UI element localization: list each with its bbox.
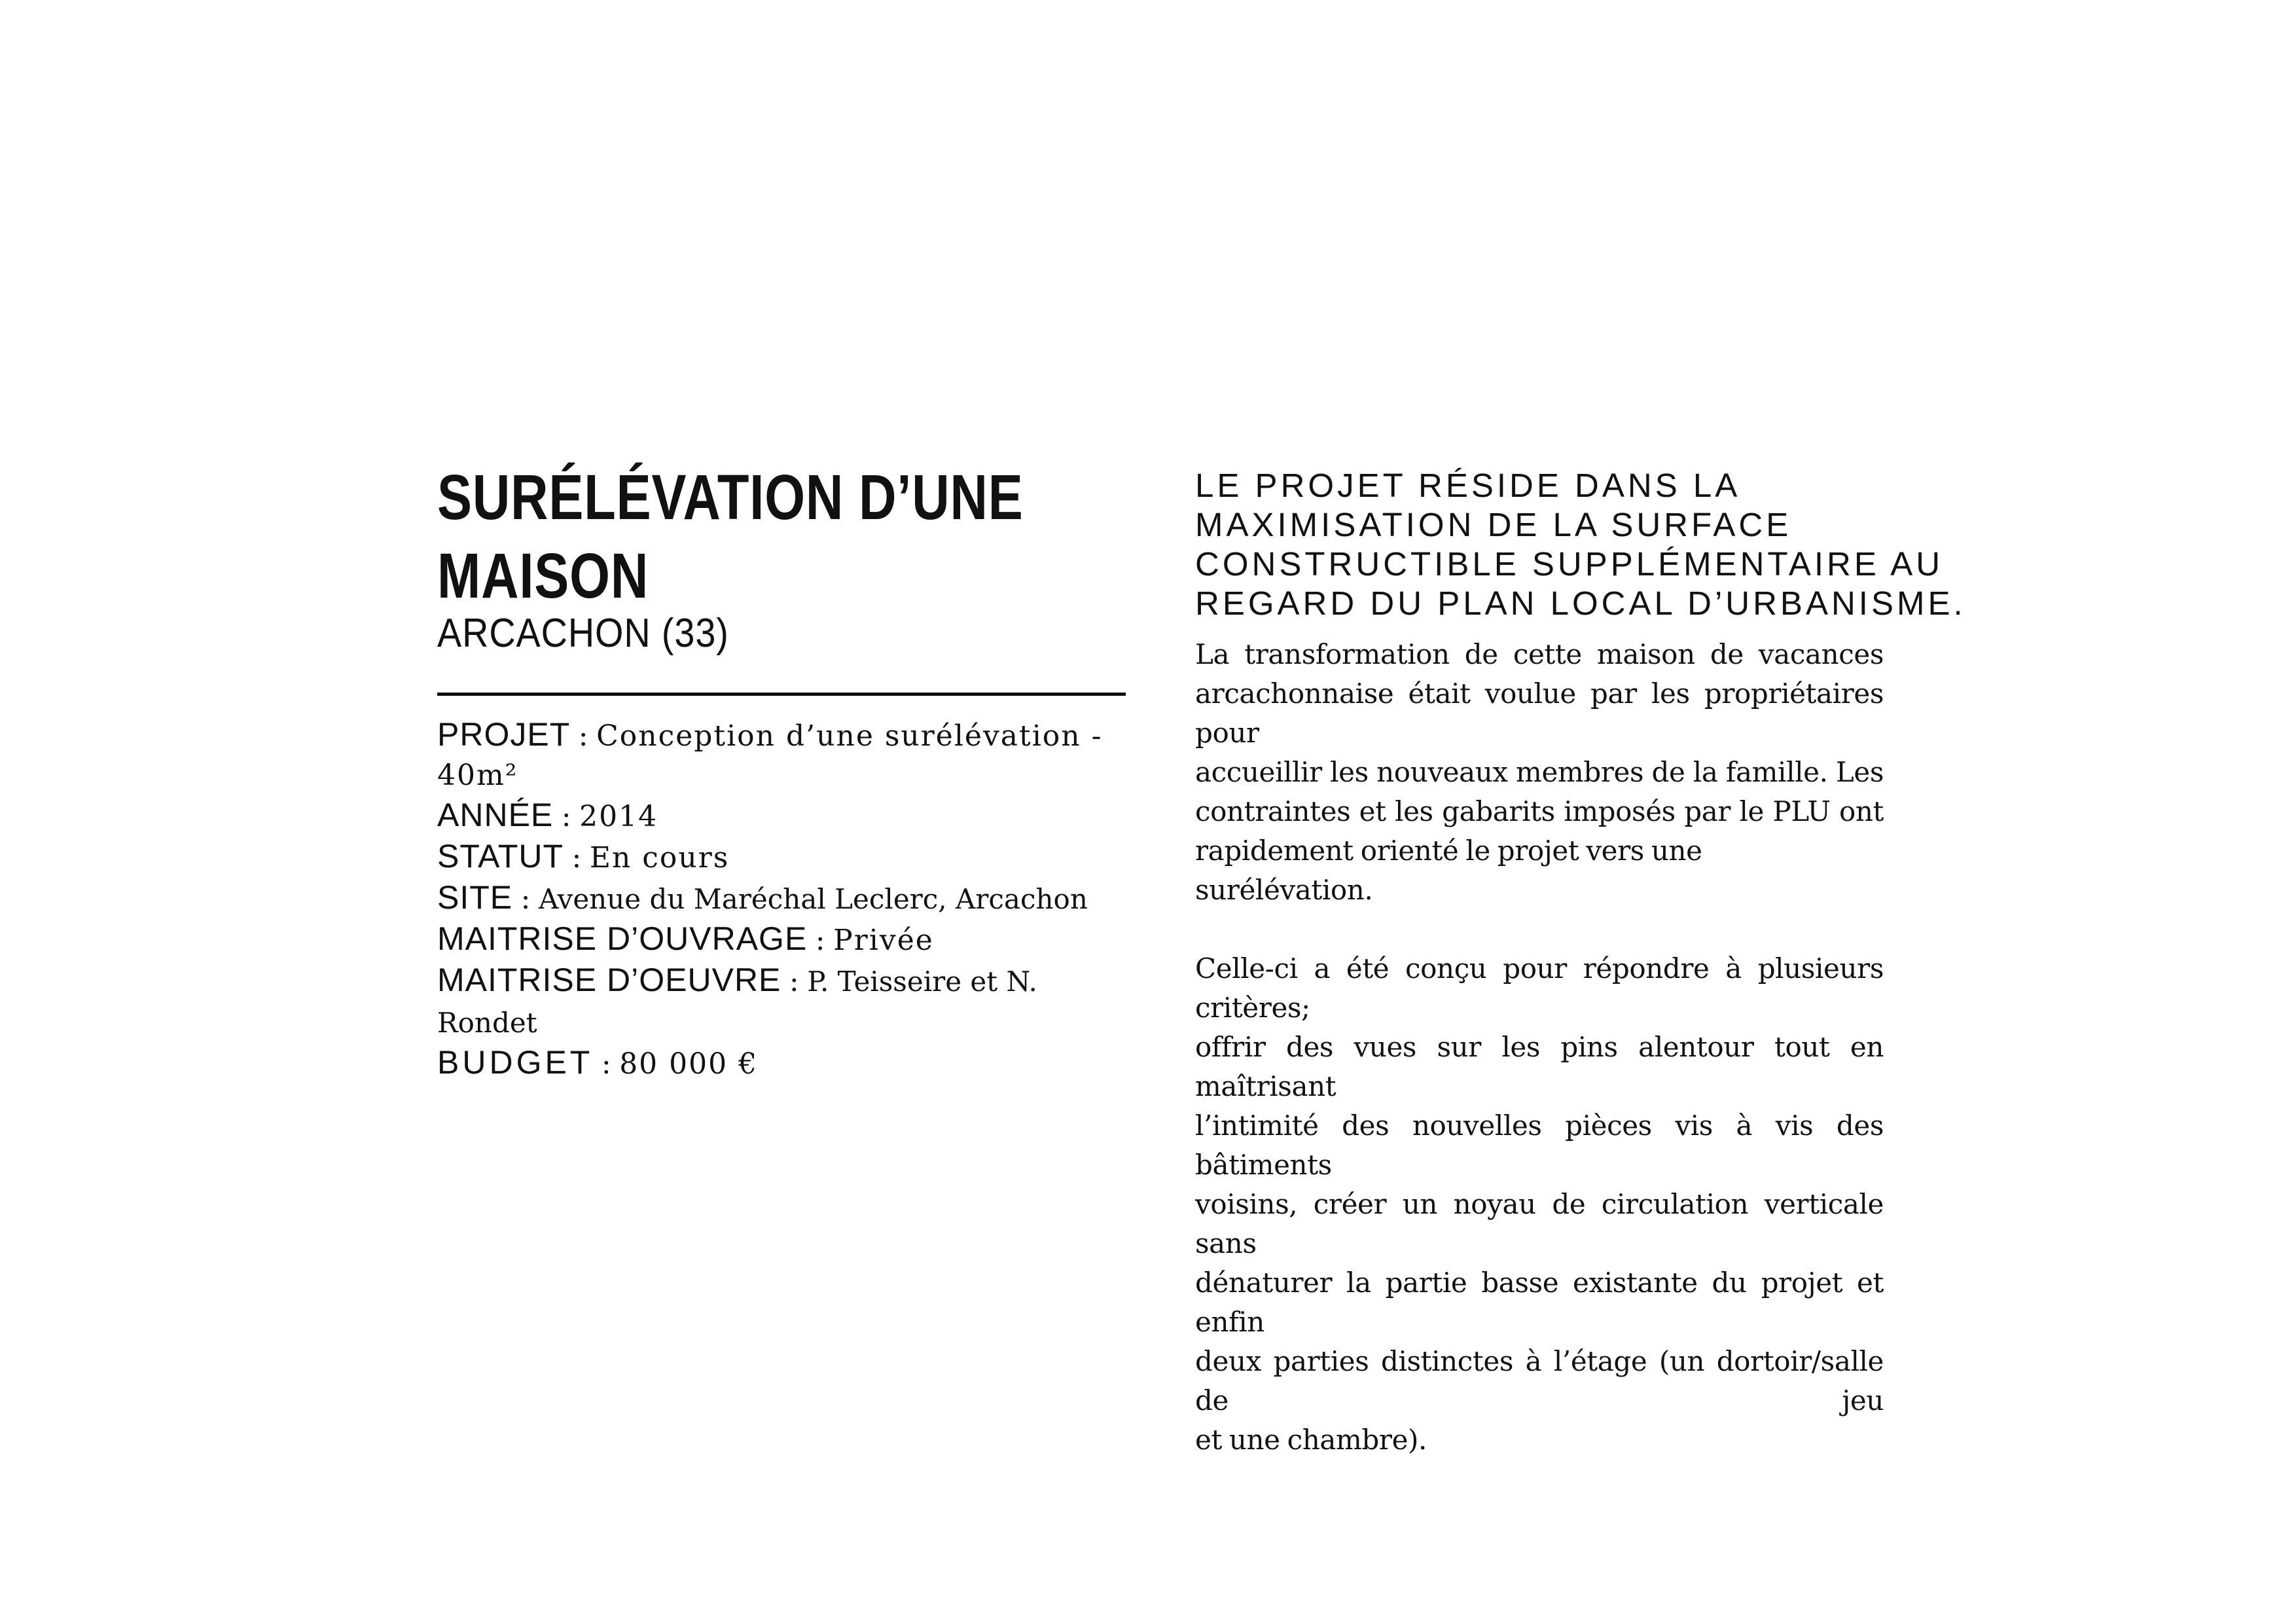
fact-label: MAITRISE D’OUVRAGE: [437, 920, 808, 957]
fact-annee: [437, 795, 1126, 837]
paragraph-line: accueillir les nouveaux membres de la famille. Les: [1195, 756, 1884, 788]
fact-label: STATUT: [437, 838, 564, 875]
paragraph-line: rapidement orienté le projet vers une surélévation.: [1195, 835, 1702, 906]
lead-statement: [1195, 466, 1966, 623]
fact-maitrise-oeuvre: [437, 960, 1126, 1043]
fact-statut: [437, 837, 1126, 878]
fact-site: [437, 878, 1126, 919]
fact-maitrise-ouvrage: [437, 919, 1126, 960]
paragraph-line: contraintes et les gabarits imposés par le PLU ont: [1195, 795, 1884, 827]
fact-label: BUDGET: [437, 1044, 594, 1081]
paragraph-line: arcachonnaise était voulue par les propriétaires pour: [1195, 677, 1884, 749]
location-subtitle: ARCACHON (33): [437, 611, 729, 656]
lead-line-2: MAXIMISATION DE LA SURFACE: [1195, 506, 1792, 543]
paragraph-line: Celle-ci a été conçu pour répondre à plusieurs critères;: [1195, 952, 1884, 1024]
fact-value: En cours: [589, 841, 730, 875]
fact-separator: :: [789, 965, 799, 998]
lead-line-1: LE PROJET RÉSIDE DANS LA: [1195, 467, 1741, 504]
fact-label: PROJET: [437, 716, 571, 753]
page-title: [437, 458, 1024, 615]
paragraph-line: l’intimité des nouvelles pièces vis à vis des bâtiments: [1195, 1110, 1884, 1181]
fact-separator: :: [815, 924, 825, 957]
paragraph-line: deux parties distinctes à l’étage (un dortoir/salle de jeu: [1195, 1345, 1884, 1416]
fact-label: SITE: [437, 879, 513, 916]
lead-line-3: CONSTRUCTIBLE SUPPLÉMENTAIRE AU: [1195, 545, 1944, 583]
lead-line-4: REGARD DU PLAN LOCAL D’URBANISME.: [1195, 585, 1966, 622]
fact-value: Privée: [833, 924, 934, 957]
paragraph-spacer: [1195, 910, 1884, 949]
fact-value: 80 000 €: [619, 1047, 759, 1081]
project-facts: [437, 715, 1126, 1084]
fact-label: ANNÉE: [437, 797, 554, 833]
fact-label: MAITRISE D’OEUVRE: [437, 962, 781, 998]
paragraph-line: offrir des vues sur les pins alentour tout en maîtrisant: [1195, 1031, 1884, 1102]
fact-separator: :: [578, 719, 588, 753]
fact-value: 2014: [579, 800, 658, 833]
fact-separator: :: [571, 841, 582, 875]
page-title-line-2: MAISON: [437, 540, 649, 611]
project-description: [1195, 466, 1966, 1460]
title-divider: [437, 693, 1126, 696]
fact-value: Avenue du Maréchal Leclerc, Arcachon: [538, 883, 1088, 915]
fact-value: P. Teisseire et N. Rondet: [437, 965, 1037, 1039]
paragraph-line: voisins, créer un noyau de circulation verticale sans: [1195, 1188, 1884, 1259]
fact-budget: [437, 1043, 1126, 1084]
paragraph-line: La transformation de cette maison de vacances: [1195, 638, 1884, 670]
fact-separator: :: [520, 882, 531, 916]
paragraph-line: dénaturer la partie basse existante du projet et enfin: [1195, 1267, 1884, 1338]
fact-projet: [437, 715, 1126, 756]
paragraph-2: [1195, 949, 1884, 1460]
fact-projet-continued: 40m²: [437, 759, 518, 792]
fact-separator: :: [561, 800, 571, 833]
fact-value: Conception d’une surélévation -: [596, 719, 1103, 753]
paragraph-line: et une chambre).: [1195, 1424, 1427, 1456]
project-header: [437, 458, 1126, 1081]
paragraph-1: [1195, 635, 1884, 910]
fact-separator: :: [601, 1047, 611, 1081]
page-title-line-1: SURÉLÉVATION D’UNE: [437, 461, 1024, 533]
